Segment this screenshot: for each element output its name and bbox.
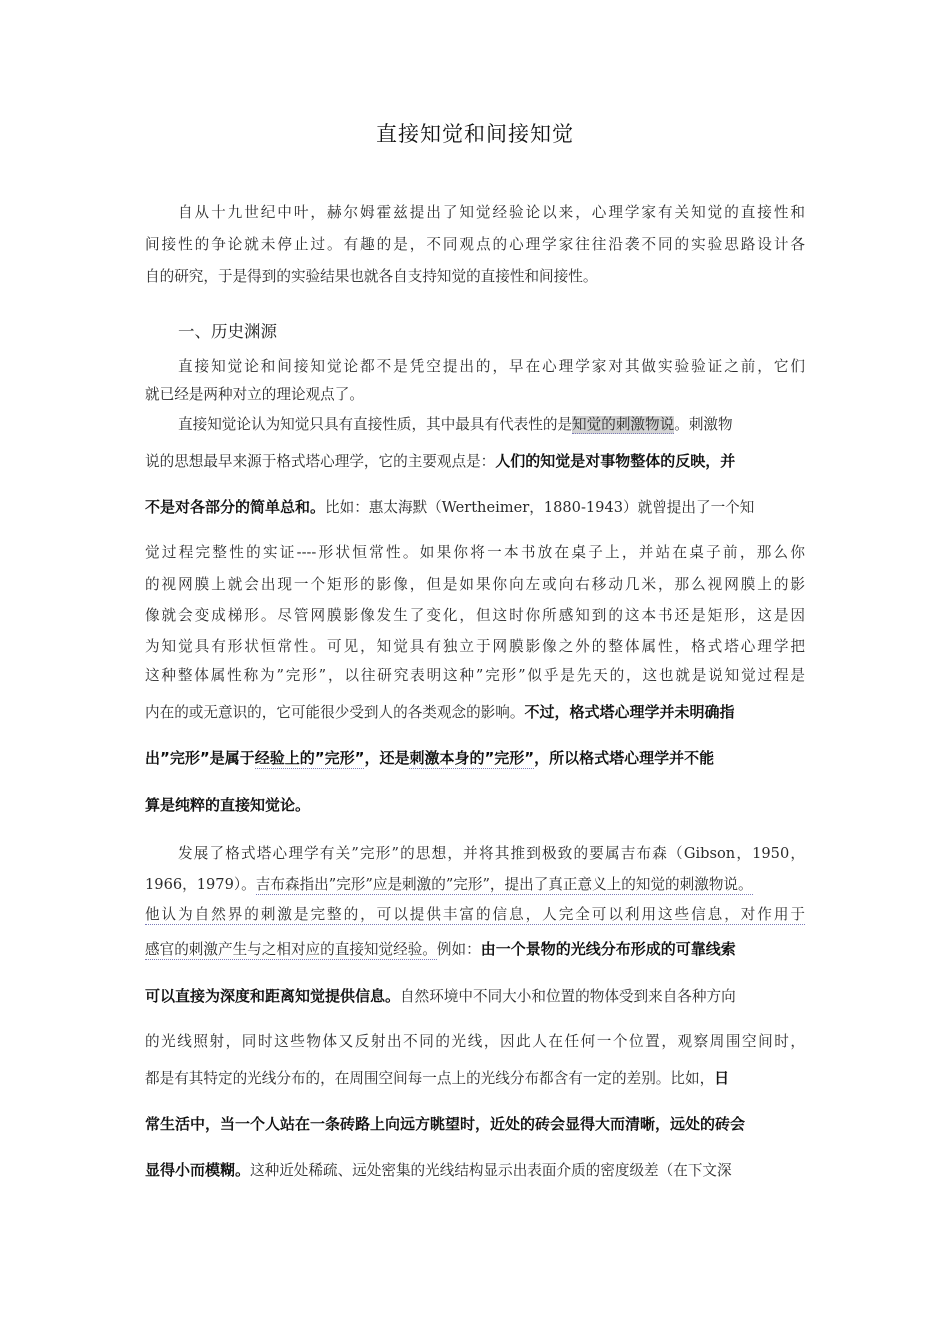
underlined-term: 经验上的”完形” xyxy=(254,749,365,767)
underlined-term: 刺激本身的”完形” xyxy=(409,749,535,767)
bold-text: 不过，格式塔心理学并未明确指 xyxy=(524,703,735,721)
bold-text: 算是纯粹的直接知觉论。 xyxy=(145,796,311,814)
text-line: 的光线照射，同时这些物体又反射出不同的光线，因此人在任何一个位置，观察周围空间时， xyxy=(145,1033,805,1050)
underlined-sentence: 感官的刺激产生与之相对应的直接知觉经验。 xyxy=(145,941,437,958)
text-line: 直接知觉论和间接知觉论都不是凭空提出的，早在心理学家对其做实验验证之前，它们 xyxy=(178,358,805,375)
underlined-sentence: 他认为自然界的刺激是完整的，可以提供丰富的信息，人完全可以利用这些信息，对作用于 xyxy=(145,906,805,923)
text-line: 都是有其特定的光线分布的，在周围空间每一点上的光线分布都含有一定的差别。比如，日 xyxy=(145,1069,730,1087)
highlighted-term: 知觉的刺激物说 xyxy=(572,416,675,433)
section-heading: 一、历史渊源 xyxy=(178,322,277,341)
bold-text: 人们的知觉是对事物整体的反映，并 xyxy=(495,452,736,470)
underlined-sentence: 吉布森指出”完形”应是刺激的”完形”，提出了真正意义上的知觉的刺激物说。 xyxy=(255,876,753,893)
text-line: 直接知觉论认为知觉只具有直接性质，其中最具有代表性的是知觉的刺激物说。刺激物 xyxy=(178,416,733,433)
bold-text: 显得小而模糊。 xyxy=(145,1161,251,1179)
document-title: 直接知觉和间接知觉 xyxy=(376,122,574,146)
bold-text: 由一个景物的光线分布形成的可靠线索 xyxy=(480,940,736,958)
text-line: 出”完形”是属于经验上的”完形”，还是刺激本身的”完形”，所以格式塔心理学并不能 xyxy=(145,749,715,767)
text-line: 为知觉具有形状恒常性。可见，知觉具有独立于网膜影像之外的整体属性，格式塔心理学把 xyxy=(145,638,805,655)
text-line xyxy=(145,1109,805,1139)
text-line: 的视网膜上就会出现一个矩形的影像，但是如果你向左或向右移动几米，那么视网膜上的影 xyxy=(145,576,805,593)
text-line: 1966，1979）。吉布森指出”完形”应是刺激的”完形”，提出了真正意义上的知觉的刺激物说。 xyxy=(145,876,753,893)
text-line xyxy=(145,900,805,930)
text-line: 感官的刺激产生与之相对应的直接知觉经验。例如：由一个景物的光线分布形成的可靠线索 xyxy=(145,940,736,958)
bold-text: 不是对各部分的简单总和。 xyxy=(145,498,326,516)
text-line: 这种整体属性称为”完形”，以往研究表明这种”完形”似乎是先天的，这也就是说知觉过程是 xyxy=(145,667,805,684)
text-line: 说的思想最早来源于格式塔心理学，它的主要观点是：人们的知觉是对事物整体的反映，并 xyxy=(145,452,736,470)
bold-text: 日 xyxy=(714,1069,730,1087)
text-line: 自从十九世纪中叶，赫尔姆霍兹提出了知觉经验论以来，心理学家有关知觉的直接性和 xyxy=(178,204,805,221)
bold-text: 常生活中，当一个人站在一条砖路上向远方眺望时，近处的砖会显得大而清晰，远处的砖会 xyxy=(145,1115,746,1133)
text-line: 间接性的争论就未停止过。有趣的是，不同观点的心理学家往往沿袭不同的实验思路设计各 xyxy=(145,236,805,253)
text-line: 发展了格式塔心理学有关”完形”的思想，并将其推到极致的要属吉布森（Gibson，1950， xyxy=(178,845,805,862)
text-line: 就已经是两种对立的理论观点了。 xyxy=(145,386,364,403)
text-line: 不是对各部分的简单总和。比如：惠太海默（Wertheimer，1880-1943）就曾提出了一个知 xyxy=(145,498,755,516)
text-line: 内在的或无意识的，它可能很少受到人的各类观念的影响。不过，格式塔心理学并未明确指 xyxy=(145,703,735,721)
bold-text: 可以直接为深度和距离知觉提供信息。 xyxy=(145,987,401,1005)
text-line xyxy=(145,790,805,820)
text-line: 可以直接为深度和距离知觉提供信息。自然环境中不同大小和位置的物体受到来自各种方向 xyxy=(145,987,736,1005)
text-line: 自的研究，于是得到的实验结果也就各自支持知觉的直接性和间接性。 xyxy=(145,268,598,285)
text-line: 觉过程完整性的实证----形状恒常性。如果你将一本书放在桌子上，并站在桌子前，那么你 xyxy=(145,544,805,561)
text-line: 像就会变成梯形。尽管网膜影像发生了变化，但这时你所感知到的这本书还是矩形，这是因 xyxy=(145,607,805,624)
text-line: 显得小而模糊。这种近处稀疏、远处密集的光线结构显示出表面介质的密度级差（在下文深 xyxy=(145,1161,732,1179)
